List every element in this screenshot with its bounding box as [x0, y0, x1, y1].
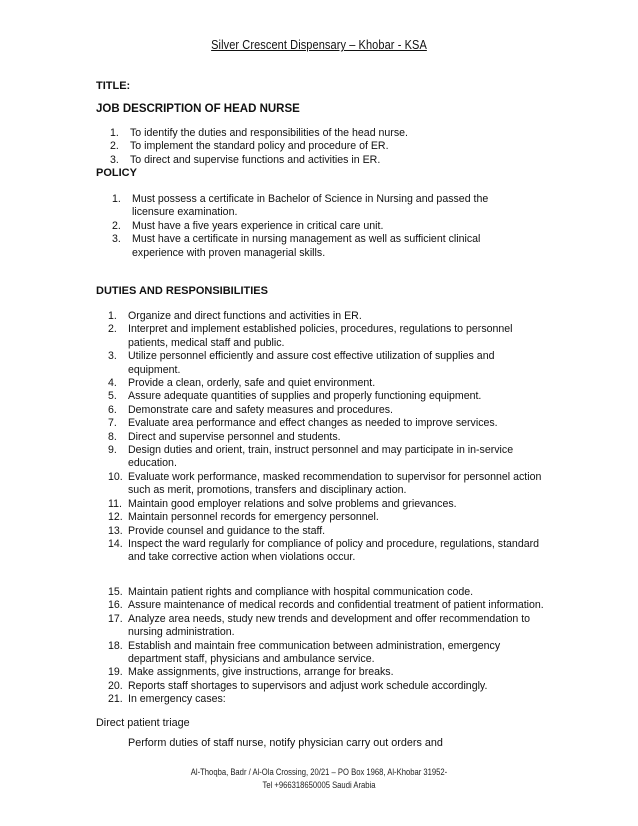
- list-item-text: To implement the standard policy and procedure of ER.: [130, 140, 389, 153]
- list-item-number: 10.: [108, 470, 123, 483]
- list-item: [108, 680, 548, 693]
- list-item: [108, 323, 548, 350]
- list-item: [112, 233, 522, 260]
- list-item: [108, 599, 548, 612]
- list-item: [110, 140, 530, 153]
- list-item-text: Maintain patient rights and compliance with hospital communication code.: [128, 586, 474, 598]
- list-item-number: 15.: [108, 586, 123, 598]
- list-item-number: 14.: [108, 537, 123, 550]
- list-item-number: 19.: [108, 666, 123, 679]
- list-item-text: In emergency cases:: [128, 693, 226, 706]
- list-item-number: 9.: [108, 444, 117, 457]
- list-item-text: Utilize personnel efficiently and assure cost effective utilization of supplies and equipment.: [128, 350, 495, 376]
- list-item-text: Direct and supervise personnel and students.: [128, 430, 341, 443]
- list-item-number: 13.: [108, 524, 123, 537]
- duties-list-part-2: [108, 586, 548, 707]
- list-item-number: 17.: [108, 612, 123, 625]
- list-item: [108, 666, 548, 679]
- list-item: [108, 404, 548, 417]
- duties-list-part-1: [108, 310, 548, 565]
- title-label: TITLE:: [96, 80, 131, 92]
- list-item-text: Design duties and orient, train, instruct personnel and may participate in in-service education.: [128, 444, 514, 470]
- list-item-text: Assure adequate quantities of supplies and properly functioning equipment.: [128, 390, 482, 403]
- list-item-text: Must have a certificate in nursing management as well as sufficient clinical experience with proven managerial skills.: [132, 233, 481, 259]
- list-item-number: 5.: [108, 390, 117, 403]
- list-item-number: 3.: [112, 233, 121, 246]
- list-item: [108, 586, 548, 599]
- list-item-text: Analyze area needs, study new trends and development and offer recommendation to nursing administration.: [128, 612, 531, 639]
- job-description-heading: JOB DESCRIPTION OF HEAD NURSE: [96, 103, 300, 115]
- list-item-text: Must possess a certificate in Bachelor of Science in Nursing and passed the licensure examination.: [132, 193, 489, 219]
- list-item-number: 16.: [108, 599, 123, 612]
- footer-address: Al-Thoqba, Badr / Al-Ola Crossing, 20/21 – PO Box 1968, Al-Khobar 31952-: [190, 767, 448, 777]
- list-item-number: 2.: [112, 219, 121, 232]
- policy-heading: POLICY: [96, 167, 137, 179]
- list-item-number: 1.: [108, 310, 117, 322]
- list-item-number: 8.: [108, 430, 117, 443]
- list-item: [108, 511, 548, 524]
- list-item: [108, 693, 548, 706]
- list-item-number: 2.: [110, 140, 119, 153]
- list-item: [108, 350, 548, 377]
- list-item: [110, 127, 530, 140]
- triage-heading: Direct patient triage: [96, 717, 190, 729]
- list-item: [108, 417, 548, 430]
- list-item-text: Demonstrate care and safety measures and procedures.: [128, 403, 393, 416]
- list-item-number: 2.: [108, 323, 117, 336]
- footer-phone: Tel +966318650005 Saudi Arabia: [262, 780, 376, 790]
- list-item-number: 6.: [108, 403, 117, 416]
- list-item-text: Maintain personnel records for emergency personnel.: [128, 511, 379, 524]
- list-item-text: Evaluate area performance and effect changes as needed to improve services.: [128, 417, 498, 430]
- list-item: [108, 640, 548, 667]
- list-item: [112, 193, 522, 220]
- list-item-text: Interpret and implement established policies, procedures, regulations to personnel patients, medical staff and public.: [128, 323, 513, 349]
- list-item: [108, 471, 548, 498]
- list-item: [108, 390, 548, 403]
- list-item-text: To identify the duties and responsibilities of the head nurse.: [130, 127, 408, 139]
- list-item-number: 11.: [108, 497, 122, 510]
- list-item-number: 1.: [112, 193, 121, 205]
- list-item-text: Inspect the ward regularly for compliance of policy and procedure, regulations, standard and take corrective action when violations occur.: [128, 537, 540, 564]
- list-item-number: 21.: [108, 693, 123, 706]
- list-item-text: Must have a five years experience in critical care unit.: [132, 219, 384, 232]
- list-item-text: Maintain good employer relations and solve problems and grievances.: [128, 497, 457, 510]
- list-item-number: 3.: [108, 350, 117, 363]
- objectives-list: [110, 127, 530, 167]
- list-item: [108, 377, 548, 390]
- list-item-text: Assure maintenance of medical records and confidential treatment of patient information.: [128, 599, 544, 612]
- header-title: Silver Crescent Dispensary – Khobar - KSA: [211, 38, 427, 52]
- list-item: [108, 444, 548, 471]
- list-item: [108, 431, 548, 444]
- duties-heading: DUTIES AND RESPONSIBILITIES: [96, 285, 268, 297]
- list-item-text: Make assignments, give instructions, arrange for breaks.: [128, 666, 394, 679]
- list-item-text: Reports staff shortages to supervisors and adjust work schedule accordingly.: [128, 679, 488, 692]
- policy-list: [112, 193, 522, 260]
- list-item-number: 12.: [108, 511, 123, 524]
- triage-text: Perform duties of staff nurse, notify physician carry out orders and: [128, 737, 443, 749]
- list-item-text: Provide counsel and guidance to the staff.: [128, 524, 326, 537]
- list-item: [108, 498, 548, 511]
- list-item: [108, 538, 548, 565]
- list-item-number: 7.: [108, 417, 117, 430]
- list-item: [108, 525, 548, 538]
- list-item-text: Establish and maintain free communication between administration, emergency department staff, physicians and ambulance service.: [128, 639, 501, 666]
- list-item-number: 20.: [108, 679, 123, 692]
- list-item: [108, 310, 548, 323]
- list-item-number: 3.: [110, 153, 119, 166]
- list-item-number: 1.: [110, 127, 119, 139]
- list-item: [112, 220, 522, 233]
- list-item-text: Provide a clean, orderly, safe and quiet environment.: [128, 377, 376, 390]
- list-item: [110, 154, 530, 167]
- list-item-text: Evaluate work performance, masked recommendation to supervisor for personnel action such as merit, promotions, transfers and disciplinary action.: [128, 470, 542, 497]
- list-item-number: 18.: [108, 639, 123, 652]
- list-item-text: Organize and direct functions and activities in ER.: [128, 310, 362, 322]
- list-item-text: To direct and supervise functions and activities in ER.: [130, 153, 381, 166]
- list-item: [108, 613, 548, 640]
- list-item-number: 4.: [108, 377, 117, 390]
